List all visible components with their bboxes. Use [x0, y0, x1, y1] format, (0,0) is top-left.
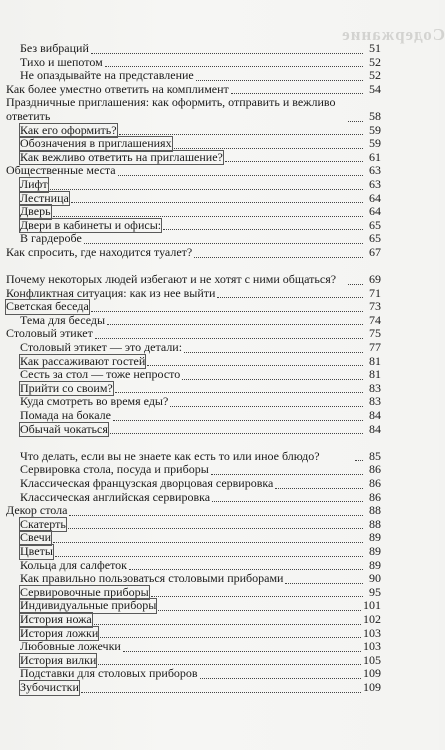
toc-entry-page: 77 — [369, 340, 381, 355]
dot-leader — [68, 527, 363, 529]
toc-entry — [6, 287, 381, 301]
toc-entry-page: 85 — [369, 448, 381, 463]
dot-leader — [55, 555, 363, 557]
toc-entry-title: Как рассаживают гостей — [20, 353, 146, 368]
toc-entry-title: Как его оформить? — [20, 122, 117, 137]
toc-entry-page: 109 — [363, 666, 381, 681]
toc-entry-title: Без вибраций — [20, 41, 89, 55]
toc-entry-page: 89 — [369, 543, 381, 558]
toc-entry-title: В гардеробе — [20, 231, 82, 246]
dot-leader — [110, 432, 363, 434]
toc-entry — [6, 151, 381, 165]
toc-entry-title: История вилки — [20, 652, 97, 667]
dot-leader — [95, 337, 363, 339]
toc-entry — [6, 205, 381, 219]
toc-entry-page: 52 — [369, 68, 381, 83]
dot-leader — [225, 160, 363, 162]
dot-leader — [94, 623, 361, 625]
dot-leader — [69, 514, 363, 516]
toc-entry-title: Цветы — [20, 543, 53, 558]
toc-entry-title: Как вежливо ответить на приглашение? — [20, 149, 223, 164]
dot-leader — [147, 364, 363, 366]
dot-leader — [84, 242, 363, 244]
toc-entry — [6, 599, 381, 613]
toc-entry-page: 95 — [369, 584, 381, 599]
toc-entry — [6, 124, 381, 138]
toc-entry-title: Столовый этикет — [6, 326, 93, 341]
dot-leader — [348, 120, 363, 122]
toc-entry — [6, 69, 381, 83]
dot-leader — [184, 351, 363, 353]
toc-entry-title: Любовные ложечки — [20, 639, 121, 654]
toc-entry — [6, 586, 381, 600]
toc-entry — [6, 219, 381, 233]
dot-leader — [348, 283, 363, 285]
toc-entry-title: Декор стола — [6, 503, 68, 518]
toc-entry-page: 52 — [369, 54, 381, 69]
toc-entry-page: 64 — [369, 190, 381, 205]
toc-entry-page: 89 — [369, 557, 381, 572]
toc-entry — [6, 436, 381, 463]
toc-entry — [6, 164, 381, 178]
dot-leader — [194, 256, 363, 258]
toc-entry-page: 59 — [369, 122, 381, 137]
toc-entry-title: Зубочистки — [20, 679, 79, 694]
toc-entry-title: Дверь — [20, 204, 51, 219]
toc-entry-title: Прийти со своим? — [20, 380, 113, 395]
dot-leader — [118, 174, 363, 176]
toc-entry — [6, 409, 381, 423]
toc-entry-page: 65 — [369, 217, 381, 232]
toc-entry — [6, 654, 381, 668]
dot-leader — [211, 473, 363, 475]
toc-entry-title: Общественные места — [6, 163, 116, 178]
toc-entry — [6, 260, 381, 287]
toc-entry — [6, 300, 381, 314]
toc-entry-page: 58 — [369, 108, 381, 123]
toc-entry — [6, 477, 381, 491]
toc-entry-page: 102 — [363, 611, 381, 626]
toc-entry-page: 73 — [369, 299, 381, 314]
toc-entry — [6, 395, 381, 409]
toc-entry-title: Как спросить, где находится туалет? — [6, 244, 193, 259]
toc-entry-title: Подставки для столовых приборов — [20, 666, 198, 681]
dot-leader — [275, 487, 363, 489]
toc-entry — [6, 192, 381, 206]
toc-entry-page: 103 — [363, 625, 381, 640]
toc-entry-title: Скатерть — [20, 516, 66, 531]
toc-entry-page: 84 — [369, 408, 381, 423]
toc-entry-page: 54 — [369, 81, 381, 96]
toc-entry-page: 61 — [369, 149, 381, 164]
toc-entry-title: Классическая английская сервировка — [20, 489, 211, 504]
dot-leader — [100, 636, 361, 638]
toc-entry-page: 90 — [369, 571, 381, 586]
toc-entry-page: 83 — [369, 394, 381, 409]
toc-entry-title: Двери в кабинеты и офисы: — [20, 217, 162, 232]
dot-leader — [50, 188, 363, 190]
toc-entry-title: Индивидуальные приборы — [20, 598, 157, 613]
toc-entry — [6, 137, 381, 151]
toc-entry-page: 75 — [369, 326, 381, 341]
toc-entry-title: Помада на бокале — [20, 408, 111, 423]
dot-leader — [217, 296, 363, 298]
toc-entry-title: История ножа — [20, 611, 92, 626]
toc-entry-title: Тихо и шепотом — [20, 54, 103, 69]
toc-entry-page: 86 — [369, 489, 381, 504]
toc-entry-page: 81 — [369, 353, 381, 368]
dot-leader — [129, 568, 363, 570]
toc-entry-title: Почему некоторых людей избегают и не хотят с ними общаться? — [6, 272, 337, 287]
toc-entry-title: Обычай чокаться — [20, 421, 108, 436]
toc-entry-page: 88 — [369, 516, 381, 531]
toc-entry-page: 84 — [369, 421, 381, 436]
toc-entry — [6, 382, 381, 396]
toc-entry-title: История ложки — [20, 625, 99, 640]
toc-entry — [6, 518, 381, 532]
toc-entry — [6, 681, 381, 695]
toc-entry-title: Куда смотреть во время еды? — [20, 394, 169, 409]
toc-entry-page: 71 — [369, 285, 381, 300]
toc-entry-title: Сесть за стол — тоже непросто — [20, 367, 181, 382]
toc-entry-page: 69 — [369, 272, 381, 287]
toc-entry — [6, 314, 381, 328]
toc-entry-title: Свечи — [20, 530, 52, 545]
toc-entry-page: 83 — [369, 380, 381, 395]
toc-entry-title: Классическая французская дворцовая сервировка — [20, 476, 274, 490]
bleed-through-text: Содержание — [341, 25, 445, 44]
dot-leader — [158, 609, 361, 611]
toc-entry-page: 89 — [369, 530, 381, 545]
toc-entry — [6, 613, 381, 627]
toc-entry-title: Лестница — [20, 190, 69, 205]
toc-entry-title: Как правильно пользоваться столовыми приборами — [20, 571, 284, 586]
dot-leader — [196, 79, 363, 81]
toc-entry-page: 74 — [369, 312, 381, 327]
toc-entry-page: 86 — [369, 476, 381, 490]
toc-entry — [6, 355, 381, 369]
dot-leader — [53, 541, 363, 543]
toc-entry-title: Обозначения в приглашениях — [20, 136, 172, 151]
dot-leader — [200, 677, 361, 679]
dot-leader — [113, 419, 363, 421]
toc-entry-page: 86 — [369, 462, 381, 477]
toc-entry-page: 105 — [363, 652, 381, 667]
toc-entry — [6, 178, 381, 192]
toc-entry-page: 64 — [369, 204, 381, 219]
dot-leader — [98, 663, 361, 665]
toc-entry — [6, 667, 381, 681]
toc-entry — [6, 232, 381, 246]
toc-entry — [6, 341, 381, 355]
dot-leader — [151, 595, 363, 597]
toc-entry-page: 63 — [369, 176, 381, 191]
toc-entry-page: 109 — [363, 679, 381, 694]
dot-leader — [71, 201, 363, 203]
toc-entry-page: 67 — [369, 244, 381, 259]
toc-entry-title: Что делать, если вы не знаете как есть то или иное блюдо? — [20, 448, 320, 463]
dot-leader — [174, 147, 363, 149]
toc-entry-title: Как более уместно ответить на комплимент — [6, 81, 229, 96]
dot-leader — [115, 391, 363, 393]
toc-entry — [6, 463, 381, 477]
dot-leader — [53, 215, 363, 217]
dot-leader — [119, 133, 363, 135]
toc-entry-page: 81 — [369, 367, 381, 382]
toc-entry-title: Сервировка стола, посуда и приборы — [20, 462, 209, 477]
toc-entry-title: Сервировочные приборы — [20, 584, 149, 599]
dot-leader — [170, 405, 363, 407]
toc-entry — [6, 491, 381, 505]
dot-leader — [163, 228, 363, 230]
toc-entry-page: 88 — [369, 503, 381, 518]
toc-entry-page: 101 — [363, 598, 381, 613]
toc-entry-title: Конфликтная ситуация: как из нее выйти — [6, 285, 216, 300]
dot-leader — [123, 650, 361, 652]
dot-leader — [107, 323, 363, 325]
toc-entry — [6, 83, 381, 97]
toc-entry-title: Не опаздывайте на представление — [20, 68, 194, 83]
toc-entry-title: Кольца для салфеток — [20, 557, 127, 572]
toc-entry — [6, 572, 381, 586]
dot-leader — [231, 92, 363, 94]
toc-entry-title: Праздничные приглашения: как оформить, отправить и вежливо ответить — [6, 95, 336, 123]
toc-entry-page: 103 — [363, 639, 381, 654]
dot-leader — [105, 65, 363, 67]
toc-entry — [6, 368, 381, 382]
table-of-contents — [6, 42, 381, 695]
toc-entry — [6, 423, 381, 437]
toc-entry-title: Столовый этикет — это детали: — [20, 340, 183, 355]
dot-leader — [91, 310, 363, 312]
toc-entry — [6, 559, 381, 573]
toc-entry-page: 59 — [369, 136, 381, 151]
dot-leader — [182, 378, 363, 380]
dot-leader — [212, 500, 363, 502]
toc-entry — [6, 96, 381, 123]
toc-entry — [6, 531, 381, 545]
toc-entry — [6, 640, 381, 654]
dot-leader — [285, 582, 363, 584]
toc-entry — [6, 327, 381, 341]
toc-entry — [6, 504, 381, 518]
dot-leader — [91, 52, 363, 54]
toc-entry — [6, 56, 381, 70]
toc-entry-page: 51 — [369, 41, 381, 55]
toc-entry-page: 65 — [369, 231, 381, 246]
toc-entry — [6, 42, 381, 56]
toc-entry-page: 63 — [369, 163, 381, 178]
dot-leader — [81, 691, 361, 693]
toc-entry — [6, 545, 381, 559]
toc-entry-title: Лифт — [20, 176, 48, 191]
toc-entry-title: Тема для беседы — [20, 312, 106, 327]
dot-leader — [355, 459, 363, 461]
toc-entry — [6, 246, 381, 260]
toc-entry-title: Светская беседа — [6, 299, 89, 314]
toc-entry — [6, 627, 381, 641]
